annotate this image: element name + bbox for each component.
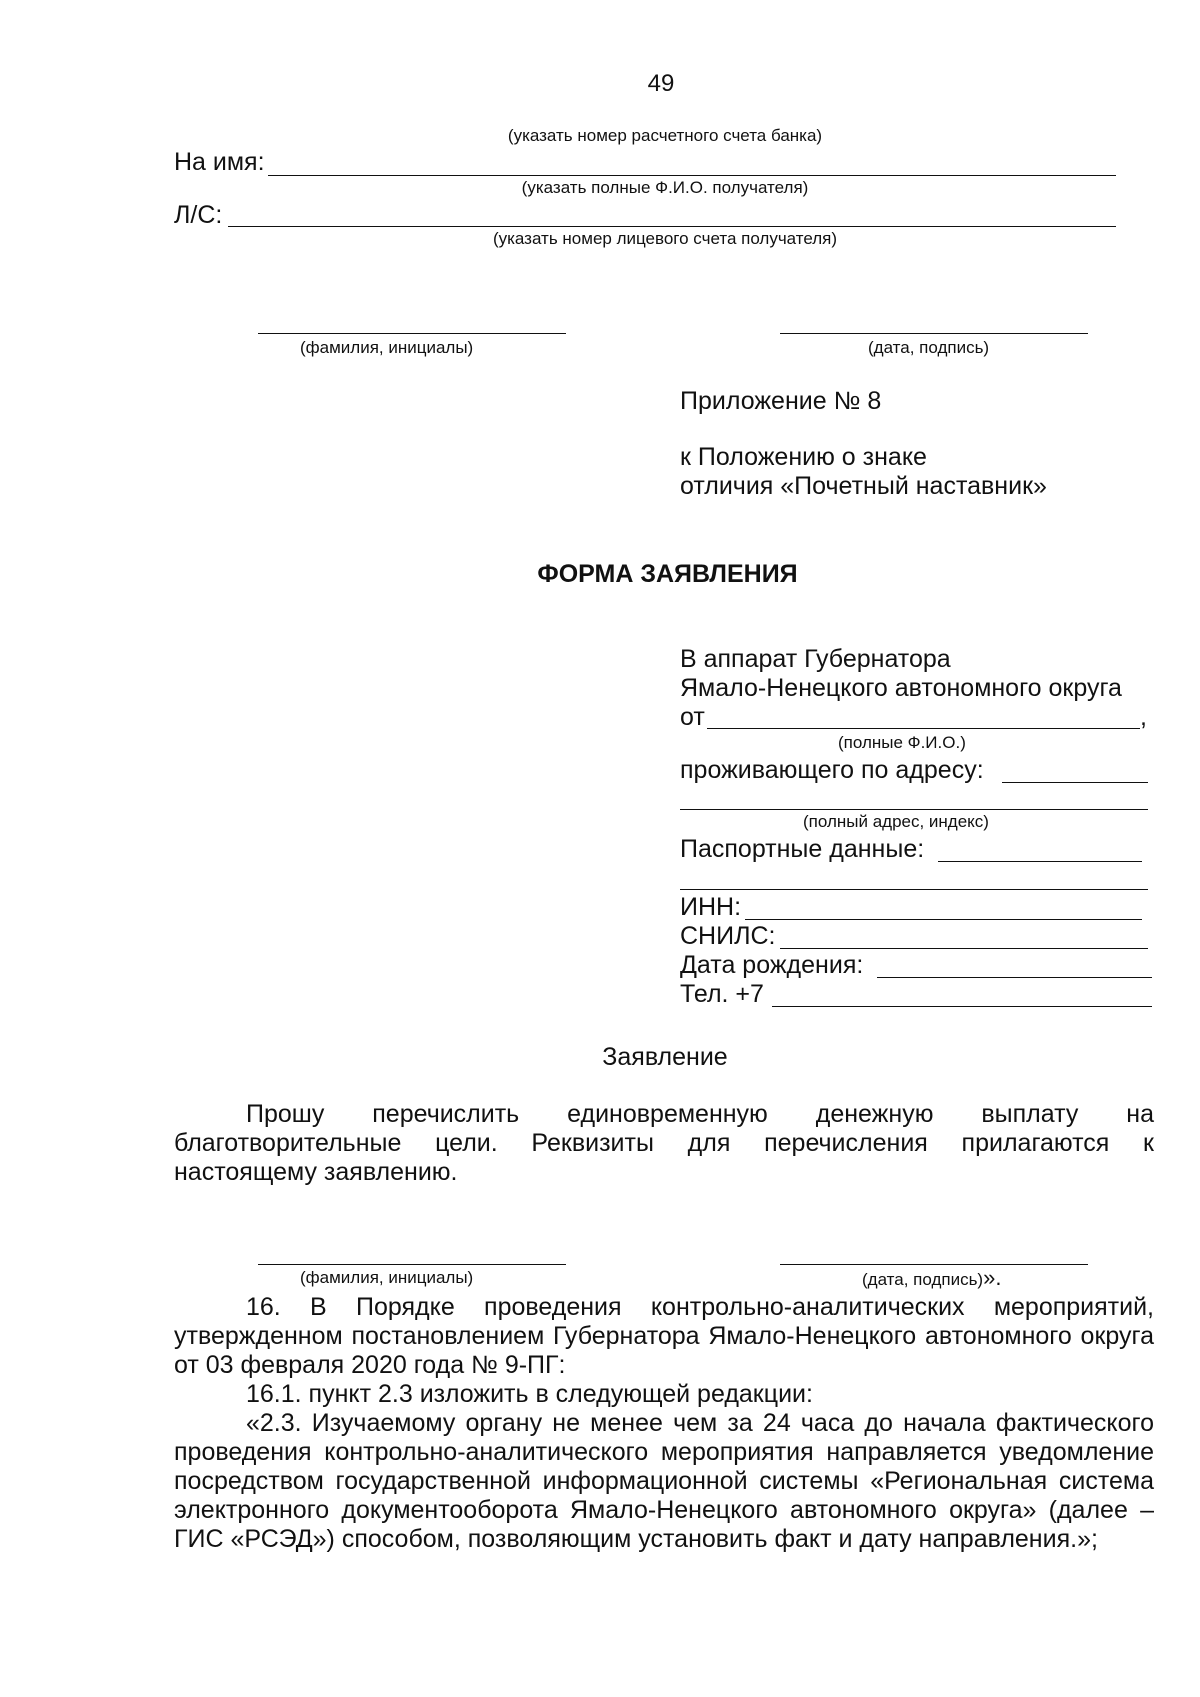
paragraph-16-1-text: 16.1. пункт 2.3 изложить в следующей редакции: [246,1380,813,1408]
passport-label: Паспортные данные: [680,835,925,863]
paragraph-16 [174,1293,1154,1380]
appendix-number: Приложение № 8 [680,387,882,415]
bottom-surname-caption: (фамилия, инициалы) [300,1268,474,1287]
page-number: 49 [647,70,675,97]
bottom-surname-signature-line[interactable] [258,1264,566,1265]
snils-field-line[interactable] [780,948,1148,949]
appendix-ref-line2: отличия «Почетный наставник» [680,472,1047,500]
snils-label: СНИЛС: [680,922,776,950]
addressee-line2: Ямало-Ненецкого автономного округа [680,674,1122,702]
birthdate-field-line[interactable] [877,977,1152,978]
passport-field-line-2[interactable] [680,889,1148,890]
statement-text-2: благотворительные цели. Реквизиты для перечисления прилагаются к [174,1129,1154,1157]
ls-label: Л/С: [174,201,223,229]
passport-field-line-1[interactable] [938,861,1142,862]
inn-label: ИНН: [680,893,742,921]
from-label: от [680,703,705,731]
statement-line-1 [174,1100,1154,1129]
paragraph-2-3 [174,1409,1154,1554]
bottom-date-signature-caption [862,1265,1002,1290]
address-label: проживающего по адресу: [680,756,984,784]
bottom-date-signature-line[interactable] [780,1264,1088,1265]
name-field-line[interactable] [268,175,1116,176]
statement-line-2 [174,1129,1154,1158]
statement-heading: Заявление [602,1043,728,1071]
fio-hint: (полные Ф.И.О.) [838,733,966,752]
surname-signature-line[interactable] [258,333,566,334]
ls-field-line[interactable] [228,226,1116,227]
paragraph-2-3-text: «2.3. Изучаемому органу не менее чем за 24 часа до начала фактического проведения контрольно-аналитического мероприятия направляется уведомление посредством государственной информационной системы «Региональная система электронного документооборота Ямало-Ненецкого автономного округа» (далее – ГИС «РСЭД») способом, позволяющим установить факт и дату направления.»; [174,1409,1154,1553]
closing-quote: ». [983,1265,1002,1290]
phone-field-line[interactable] [772,1006,1152,1007]
appendix-ref-line1: к Положению о знаке [680,443,927,471]
form-title: ФОРМА ЗАЯВЛЕНИЯ [537,560,798,588]
name-label: На имя: [174,148,265,176]
addressee-line1: В аппарат Губернатора [680,645,951,673]
bottom-date-caption-text: (дата, подпись) [862,1270,984,1289]
statement-text-1: Прошу перечислить единовременную денежную выплату на [246,1100,1154,1128]
address-field-line-1[interactable] [1002,782,1148,783]
statement-text-3: настоящему заявлению. [174,1158,458,1186]
birthdate-label: Дата рождения: [680,951,864,979]
fio-field-line[interactable] [707,728,1140,729]
ls-hint: (указать номер лицевого счета получателя) [492,229,838,248]
account-hint: (указать номер расчетного счета банка) [507,126,823,145]
paragraph-16-text: 16. В Порядке проведения контрольно-аналитических мероприятий, утвержденном постановлением Губернатора Ямало-Ненецкого автономного округа от 03 февраля 2020 года № 9-ПГ: [174,1293,1154,1379]
statement-line-3 [174,1158,1154,1187]
surname-caption: (фамилия, инициалы) [300,338,474,357]
address-field-line-2[interactable] [680,809,1148,810]
inn-field-line[interactable] [745,919,1142,920]
date-signature-caption: (дата, подпись) [868,338,990,357]
phone-label: Тел. +7 [680,980,764,1008]
name-hint: (указать полные Ф.И.О. получателя) [521,178,809,197]
paragraph-16-1 [174,1380,1154,1409]
date-signature-line[interactable] [780,333,1088,334]
address-hint: (полный адрес, индекс) [803,812,989,831]
from-comma: , [1140,703,1147,731]
